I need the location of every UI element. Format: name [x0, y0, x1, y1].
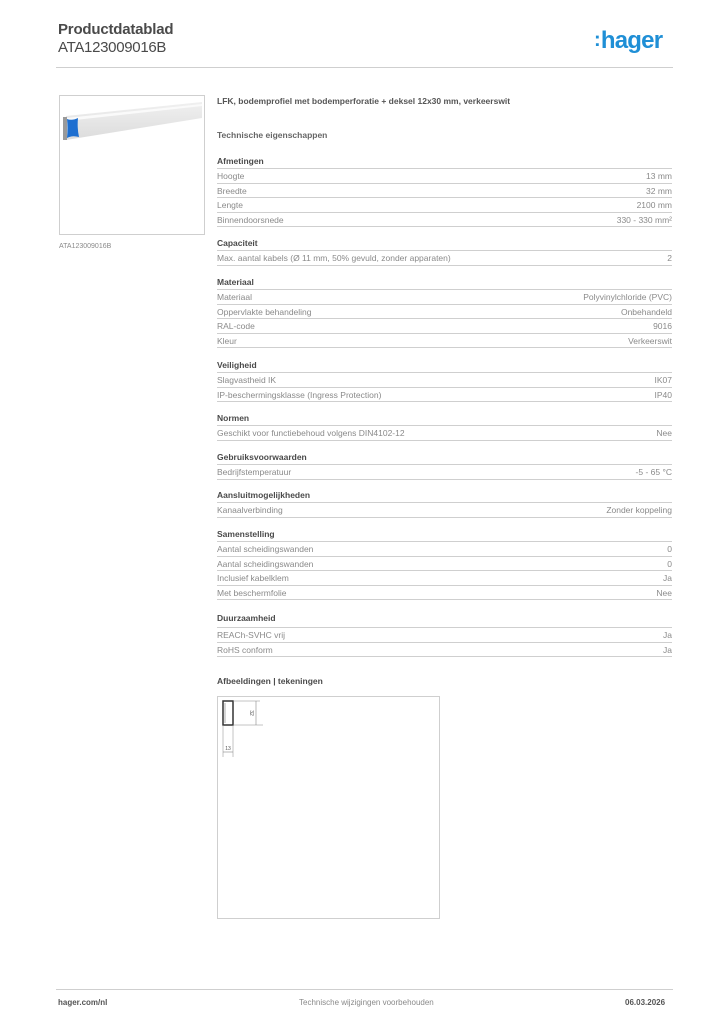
spec-label: Hoogte: [217, 171, 245, 181]
spec-value: 2: [667, 253, 672, 263]
cable-duct-image-icon: [60, 96, 205, 235]
section-title: Samenstelling: [217, 527, 672, 542]
spec-label: Lengte: [217, 200, 243, 211]
drawings-heading: Afbeeldingen | tekeningen: [217, 676, 323, 686]
spec-row: [217, 319, 672, 334]
spec-row: [217, 388, 672, 403]
spec-row: [217, 373, 672, 388]
spec-label: Breedte: [217, 185, 247, 196]
spec-value: Ja: [663, 573, 672, 584]
spec-row: [217, 251, 672, 266]
spec-value: IK07: [654, 375, 672, 385]
technical-drawing: [217, 696, 440, 919]
spec-label: Aantal scheidingswanden: [217, 558, 314, 569]
spec-row: [217, 169, 672, 184]
section-title: Capaciteit: [217, 236, 672, 251]
spec-label: Kanaalverbinding: [217, 505, 283, 515]
spec-row: [217, 557, 672, 572]
spec-label: Met beschermfolie: [217, 587, 287, 598]
hager-logo: [594, 26, 662, 57]
section-capaciteit: [217, 236, 672, 266]
spec-label: Inclusief kabelklem: [217, 573, 289, 584]
spec-label: Materiaal: [217, 292, 252, 302]
spec-row: [217, 571, 672, 586]
spec-row: [217, 542, 672, 557]
spec-label: Max. aantal kabels (Ø 11 mm, 50% gevuld, zonder apparaten): [217, 253, 451, 263]
spec-row: [217, 503, 672, 518]
spec-value: 9016: [653, 321, 672, 332]
section-veiligheid: [217, 358, 672, 402]
product-title: LFK, bodemprofiel met bodemperforatie + deksel 12x30 mm, verkeerswit: [217, 96, 511, 106]
spec-row: [217, 334, 672, 349]
spec-value: 2100 mm: [636, 200, 672, 211]
section-duurzaamheid: [217, 611, 672, 657]
spec-label: RAL-code: [217, 321, 255, 332]
spec-row: [217, 628, 672, 643]
spec-row: [217, 465, 672, 480]
spec-row: [217, 198, 672, 213]
product-image: [59, 95, 205, 235]
header-divider: [56, 67, 673, 68]
section-title: Duurzaamheid: [217, 611, 672, 628]
svg-text:32: 32: [248, 710, 254, 716]
footer-divider: [56, 989, 673, 990]
image-caption: ATA123009016B: [59, 243, 112, 250]
spec-value: Verkeerswit: [628, 335, 672, 346]
product-code: ATA123009016B: [58, 39, 167, 56]
section-materiaal: [217, 275, 672, 348]
section-aansluitmogelijkheden: [217, 488, 672, 518]
spec-row: [217, 586, 672, 601]
spec-label: Kleur: [217, 335, 237, 346]
spec-label: Oppervlakte behandeling: [217, 306, 312, 317]
spec-value: 0: [667, 544, 672, 554]
spec-row: [217, 426, 672, 441]
section-title: Veiligheid: [217, 358, 672, 373]
spec-label: RoHS conform: [217, 644, 273, 655]
spec-value: Zonder koppeling: [606, 505, 672, 515]
spec-value: Ja: [663, 630, 672, 640]
spec-value: 13 mm: [646, 171, 672, 181]
spec-row: [217, 213, 672, 228]
section-title: Materiaal: [217, 275, 672, 290]
spec-value: Onbehandeld: [620, 306, 672, 317]
spec-value: Polyvinylchloride (PVC): [583, 292, 672, 302]
spec-value: -5 - 65 °C: [635, 467, 672, 477]
spec-row: [217, 184, 672, 199]
spec-value: IP40: [654, 389, 672, 400]
spec-label: Aantal scheidingswanden: [217, 544, 314, 554]
spec-label: Geschikt voor functiebehoud volgens DIN4102-12: [217, 428, 405, 438]
spec-value: Nee: [656, 587, 672, 598]
section-normen: [217, 411, 672, 441]
spec-label: Binnendoorsnede: [217, 214, 284, 225]
spec-row: [217, 305, 672, 320]
page-title: Productdatablad: [58, 21, 174, 38]
svg-text:13: 13: [225, 746, 231, 752]
spec-row: [217, 643, 672, 658]
spec-value: Ja: [663, 644, 672, 655]
logo-text: hager: [600, 27, 663, 54]
spec-label: Bedrijfstemperatuur: [217, 467, 292, 477]
section-samenstelling: [217, 527, 672, 600]
logo-colon-icon: :: [594, 29, 600, 51]
section-title: Gebruiksvoorwaarden: [217, 450, 672, 465]
spec-value: 0: [667, 558, 672, 569]
spec-label: REACh-SVHC vrij: [217, 630, 286, 640]
footer-website-link[interactable]: hager.com/nl: [58, 998, 108, 1007]
spec-label: Slagvastheid IK: [217, 375, 277, 385]
technical-properties-heading: Technische eigenschappen: [217, 130, 328, 140]
spec-label: IP-beschermingsklasse (Ingress Protection): [217, 389, 382, 400]
spec-value: Nee: [656, 428, 672, 438]
section-afmetingen: [217, 154, 672, 227]
spec-value: 330 - 330 mm²: [616, 214, 672, 225]
cross-section-drawing-icon: [218, 697, 439, 918]
footer-disclaimer: Technische wijzigingen voorbehouden: [299, 998, 434, 1007]
spec-value: 32 mm: [646, 185, 672, 196]
spec-row: [217, 290, 672, 305]
section-title: Afmetingen: [217, 154, 672, 169]
footer-date: 06.03.2026: [625, 998, 666, 1007]
section-gebruiksvoorwaarden: [217, 450, 672, 480]
section-title: Aansluitmogelijkheden: [217, 488, 672, 503]
section-title: Normen: [217, 411, 672, 426]
